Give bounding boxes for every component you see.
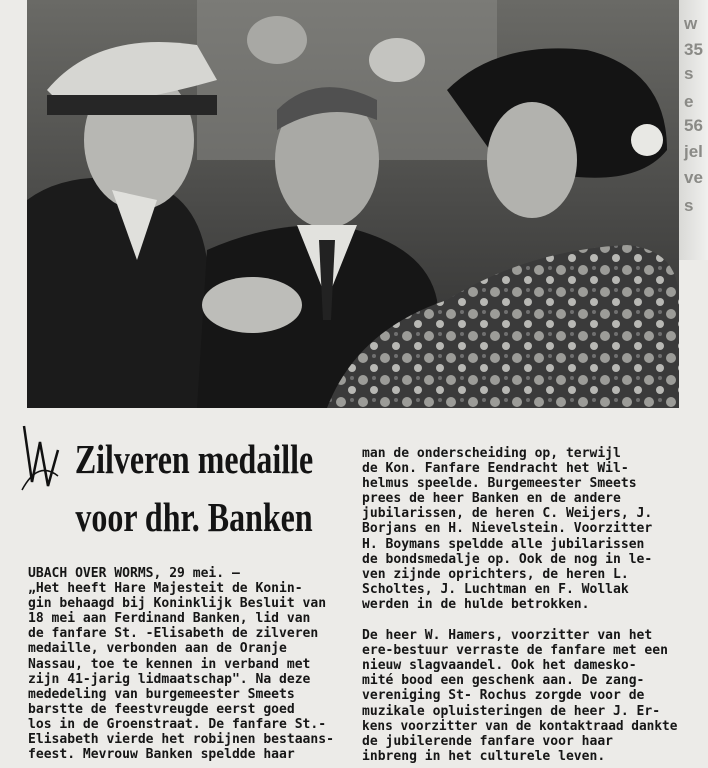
text-line: UBACH OVER WORMS, 29 mei. — — [28, 566, 240, 581]
text-line: Elisabeth vierde het robijnen bestaans- — [28, 732, 334, 748]
bleed-text: ve — [684, 168, 703, 187]
text-line: nieuw slagvaandel. Ook het dameskо- — [362, 658, 637, 674]
bleed-text: e — [684, 92, 694, 111]
text-line: Scholtes, J. Luchtman en F. Wollak — [362, 581, 629, 597]
bleed-text: 56 — [684, 116, 703, 135]
text-line: prees de heer Banken en de andere — [362, 491, 621, 507]
text-line: de Kon. Fanfare Eendracht het Wil- — [362, 461, 629, 477]
text-line: los in de Groenstraat. De fanfare St.- — [28, 716, 327, 732]
text-line: mededeling van burgemeester Smeets — [28, 686, 295, 702]
text-line: muzikale opluisteringen de heer J. Er- — [362, 703, 661, 719]
text-line: De heer W. Hamers, voorzitter van het — [362, 628, 653, 644]
bleed-text: jel — [684, 142, 703, 161]
text-line: 18 mei aan Ferdinand Banken, lid van — [28, 611, 311, 627]
headline — [38, 430, 350, 546]
text-line: inbreng in het culturele leven. — [362, 748, 606, 764]
text-line: kens voorzitter van de kontaktraad dankte — [362, 718, 678, 734]
text-line: „Het heeft Hare Majesteit de Konin- — [28, 581, 303, 597]
text-line: werden in de hulde betrokken. — [362, 596, 590, 612]
bleed-text: w — [684, 14, 698, 33]
text-line: medaille, verbonden aan de Oranje — [28, 641, 287, 657]
text-line: gin behaagd bij Koninklijk Besluit van — [28, 596, 327, 612]
text-line: ere-bestuur verraste de fanfare met een — [362, 643, 668, 659]
text-line: jubilarissen, de heren C. Weijers, J. — [362, 506, 653, 522]
text-line: barstte de feestvreugde eerst goed — [28, 701, 295, 717]
text-line: man de onderscheiding op, terwijl — [362, 446, 621, 461]
right-paragraph-1 — [362, 446, 682, 612]
text-line: de bondsmedalje op. Ook de nog in le- — [362, 551, 653, 567]
text-line: feest. Mevrouw Banken speldde haar — [28, 747, 295, 763]
headline-line-1: Zilveren medaille — [74, 436, 314, 482]
photo-scene — [27, 0, 679, 408]
text-line: ven zijnde oprichters, de heren L. — [362, 566, 629, 582]
text-line: de jubilerende fanfare voor haar — [362, 733, 614, 749]
right-column — [362, 446, 682, 764]
text-line: Nassau, toe te kennen in verband met — [28, 656, 311, 672]
bleed-text: s — [684, 64, 694, 83]
bleed-text: 35 — [684, 40, 703, 59]
text-line: helmus speelde. Burgemeester Smeets — [362, 476, 637, 492]
text-line: H. Boymans speldde alle jubilarissen — [362, 536, 645, 552]
text-line: vereniging St- Rochus zorgde voor de — [362, 688, 645, 704]
right-paragraph-2 — [362, 628, 682, 764]
news-photo — [27, 0, 679, 408]
text-line: de fanfare St. -Elisabeth de zilveren — [28, 626, 319, 642]
left-column — [28, 566, 358, 762]
bleed-text: s — [684, 196, 694, 215]
headline-line-2: voor dhr. Banken — [75, 494, 313, 540]
text-line: Borjans en H. Nievelstein. Voorzitter — [362, 521, 653, 537]
text-line: mité bood een geschenk aan. De zang- — [362, 673, 645, 689]
text-line: zijn 41-jarig lidmaatschap". Na deze — [28, 671, 311, 687]
